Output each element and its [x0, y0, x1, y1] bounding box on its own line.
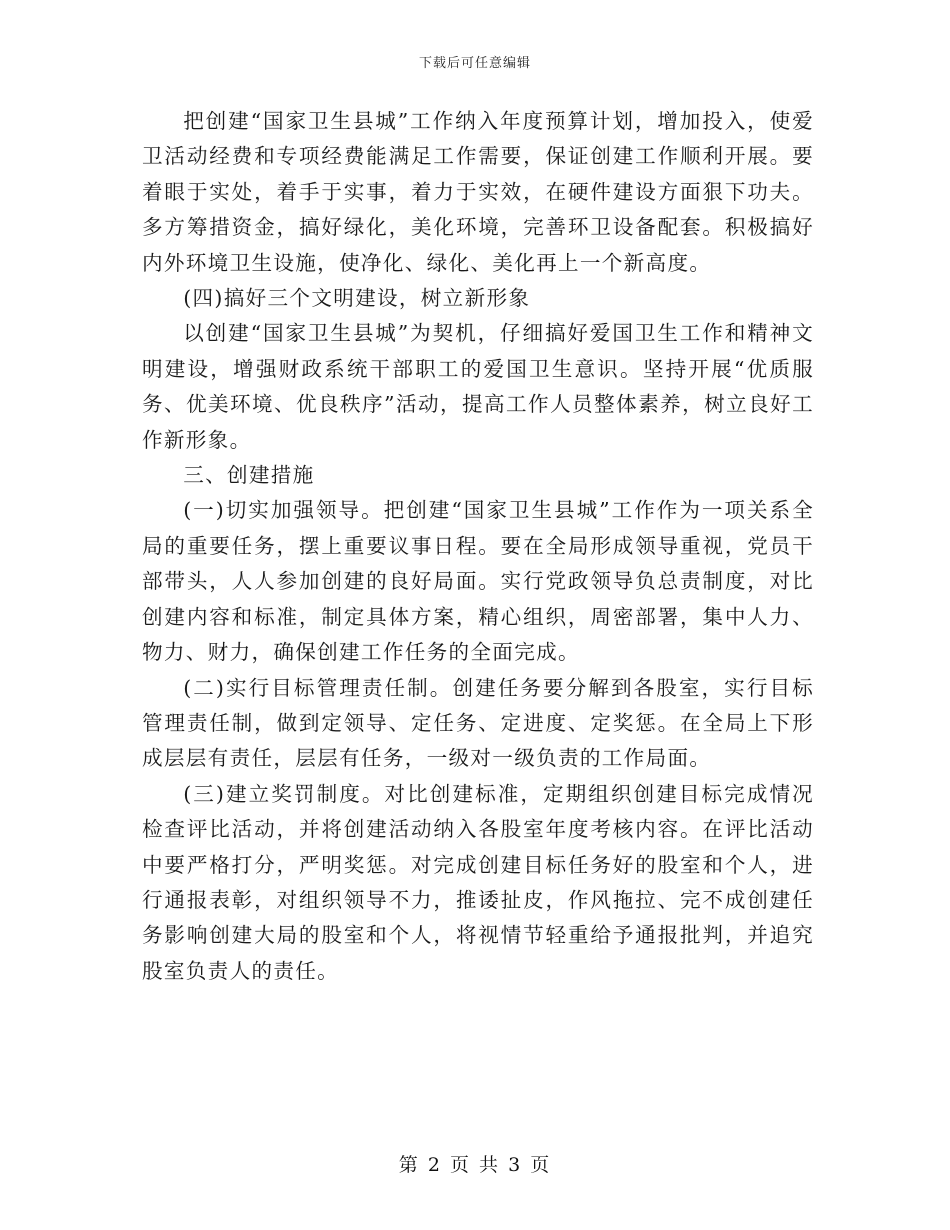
footer-total-pages: 3	[508, 1154, 523, 1176]
page-header-note: 下载后可任意编辑	[418, 56, 531, 71]
paragraph-leadership: (一)切实加强领导。把创建“国家卫生县城”工作作为一项关系全局的重要任务，摆上重要议事日程。要在全局形成领导重视，党员干部带头，人人参加创建的良好局面。实行党政领导负总责制度，对比创建内容和标准，制定具体方案，精心组织，周密部署，集中人力、物力、财力，确保创建工作任务的全面完成。	[142, 498, 814, 665]
paragraph-rewards: (三)建立奖罚制度。对比创建标准，定期组织创建目标完成情况检查评比活动，并将创建活动纳入各股室年度考核内容。在评比活动中要严格打分，严明奖惩。对完成创建目标任务好的股室和个人，进行通报表彰，对组织领导不力，推诿扯皮，作风拖拉、完不成创建任务影响创建大局的股室和个人，将视情节轻重给予通报批判，并追究股室负责人的责任。	[142, 781, 814, 983]
paragraph-budget: 把创建“国家卫生县城”工作纳入年度预算计划，增加投入，使爱卫活动经费和专项经费能满足工作需要，保证创建工作顺利开展。要着眼于实处，着手于实事，着力于实效，在硬件建设方面狠下功夫。多方筹措资金，搞好绿化，美化环境，完善环卫设备配套。积极搞好内外环境卫生设施，使净化、绿化、美化再上一个新高度。	[142, 109, 814, 275]
paragraph-civilization: 以创建“国家卫生县城”为契机，仔细搞好爱国卫生工作和精神文明建设，增强财政系统干部职工的爱国卫生意识。坚持开展“优质服务、优美环境、优良秩序”活动，提高工作人员整体素养，树立良好工作新形象。	[142, 321, 814, 452]
footer-prefix: 第	[398, 1154, 420, 1176]
section-heading-four: (四)搞好三个文明建设，树立新形象	[183, 286, 531, 311]
footer-total-word: 共	[479, 1154, 501, 1176]
footer-page-word: 页	[449, 1154, 471, 1176]
document-body	[142, 104, 814, 989]
footer-current-page: 2	[427, 1154, 442, 1176]
paragraph-responsibility: (二)实行目标管理责任制。创建任务要分解到各股室，实行目标管理责任制，做到定领导、定任务、定进度、定奖惩。在全局上下形成层层有责任，层层有任务，一级对一级负责的工作局面。	[142, 675, 814, 771]
page-number-footer	[0, 1150, 950, 1177]
footer-suffix: 页	[530, 1154, 552, 1176]
section-heading-measures: 三、创建措施	[183, 463, 315, 488]
